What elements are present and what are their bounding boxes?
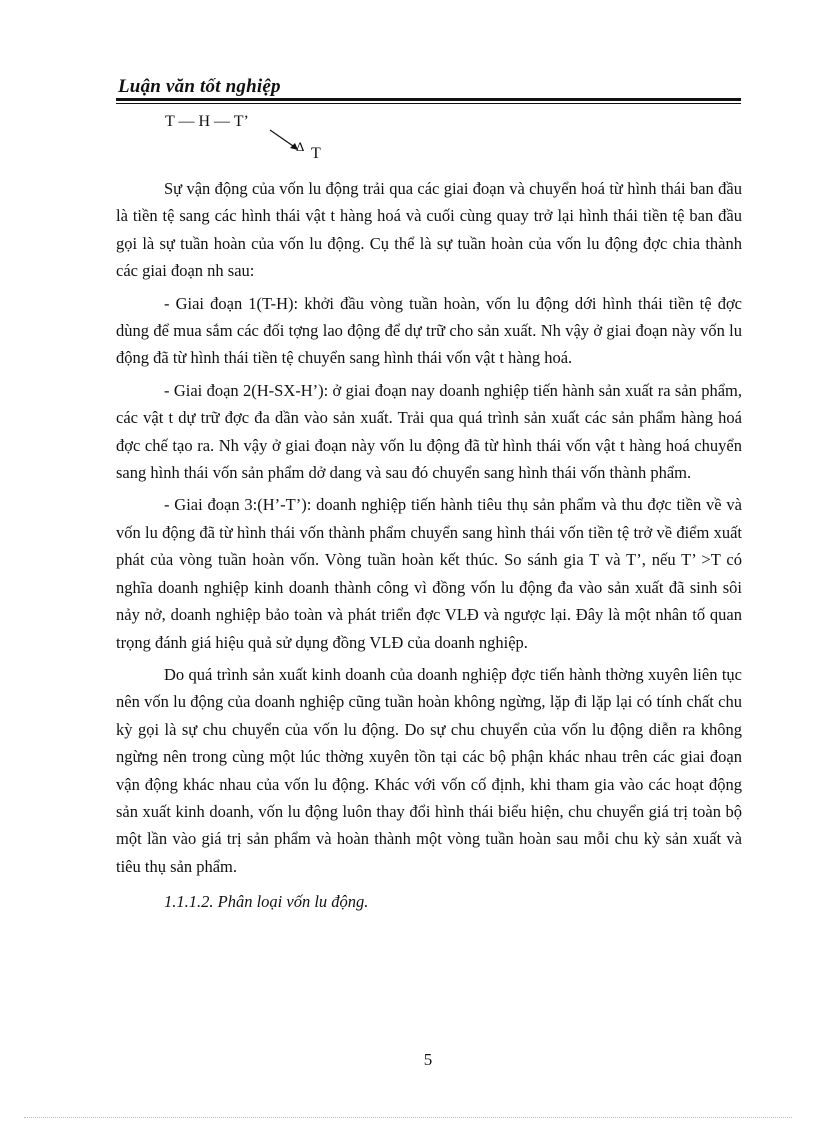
header-rule-thick bbox=[116, 98, 741, 101]
body-text bbox=[116, 175, 742, 921]
page-bottom-divider bbox=[24, 1117, 792, 1118]
paragraph-stage-2: - Giai đoạn 2(H-SX-H’): ở giai đoạn nay doanh nghiệp tiến hành sản xuất ra sản phẩm, các vật t dự trữ đợc đa dần vào sản xuất. Trải qua quá trình sản xuất các sản phẩm hàng hoá đợc chế tạo ra. Nh vậy ở giai đoạn này vốn lu động đã từ hình thái vốn vật t hàng hoá chuyển sang hình thái vốn sản phẩm dở dang và sau đó chuyển sang hình thái vốn thành phẩm. bbox=[116, 380, 742, 483]
delta-label: T bbox=[311, 145, 321, 162]
page-number: 5 bbox=[423, 1050, 433, 1069]
paragraph: Sự vận động của vốn lu động trải qua các giai đoạn và chuyển hoá từ hình thái ban đầu là tiền tệ sang các hình thái vật t hàng hoá và cuối cùng quay trở lại hình thái tiền tệ ban đầu gọi là sự tuần hoàn của vốn lu động. Cụ thể là sự tuần hoàn của vốn lu động đợc chia thành các giai đoạn nh sau: bbox=[116, 179, 742, 281]
circulation-formula: T — H — T’ bbox=[165, 113, 249, 130]
paragraph: Do quá trình sản xuất kinh doanh của doanh nghiệp đợc tiến hành thờng xuyên liên tục nên vốn lu động của doanh nghiệp cũng tuần hoàn không ngừng, lặp đi lặp lại có tính chất chu kỳ gọi là sự chu chuyển của vốn lu động. Do sự chu chuyển của vốn lu động diễn ra không ngừng nên trong cùng một lúc thờng xuyên tồn tại các bộ phận khác nhau trên các giai đoạn vận động khác nhau của vốn lu động. Khác với vốn cố định, khi tham gia vào các hoạt động sản xuất kinh doanh, vốn lu động luôn thay đổi hình thái biểu hiện, chu chuyển giá trị toàn bộ một lần vào giá trị sản phẩm và hoàn thành một vòng tuần hoàn sau mỗi chu kỳ sản xuất và tiêu thụ sản phẩm. bbox=[116, 664, 742, 876]
delta-symbol: Δ bbox=[296, 139, 305, 154]
section-subheading: 1.1.1.2. Phân loại vốn lu động. bbox=[164, 892, 369, 912]
paragraph-stage-1: - Giai đoạn 1(T-H): khởi đầu vòng tuần hoàn, vốn lu động dới hình thái tiền tệ đợc dùng để mua sắm các đối tợng lao động để dự trữ cho sản xuất. Nh vậy ở giai đoạn này vốn lu động đã từ hình thái tiền tệ chuyển sang hình thái vốn vật t hàng hoá. bbox=[116, 293, 742, 368]
running-header-title: Luận văn tốt nghiệp bbox=[118, 76, 281, 97]
paragraph-stage-3: - Giai đoạn 3:(H’-T’): doanh nghiệp tiến hành tiêu thụ sản phẩm và thu đợc tiền về và vốn lu động đã từ hình thái vốn thành phẩm chuyển sang hình thái vốn tiền tệ trở về điểm xuất phát của vòng tuần hoàn vốn. Vòng tuần hoàn kết thúc. So sánh gia T và T’, nếu T’ >T có nghĩa doanh nghiệp kinh doanh thành công vì đồng vốn lu động đa vào sản xuất đã sinh sôi nảy nở, doanh nghiệp bảo toàn và phát triển đợc VLĐ và ngược lại. Đây là một nhân tố quan trọng đánh giá hiệu quả sử dụng đồng VLĐ của doanh nghiệp. bbox=[116, 495, 742, 652]
header-rule-thin bbox=[116, 103, 741, 104]
